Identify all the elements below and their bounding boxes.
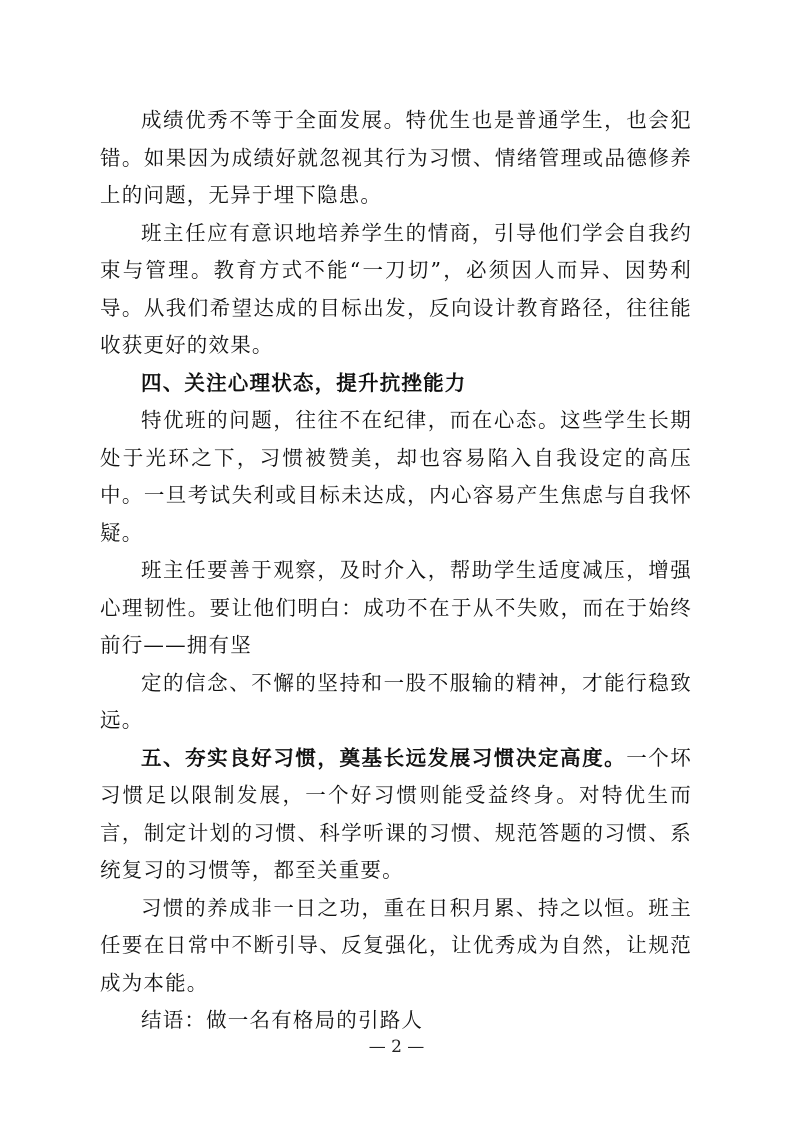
section-heading-4: 四、关注心理状态，提升抗挫能力 bbox=[141, 370, 467, 395]
document-body bbox=[100, 102, 692, 1040]
conclusion-heading: 结语：做一名有格局的引路人 bbox=[141, 1008, 424, 1032]
paragraph-1: 成绩优秀不等于全面发展。特优生也是普通学生，也会犯错。如果因为成绩好就忽视其行为习惯、情绪管理或品德修养上的问题，无异于埋下隐患。 bbox=[100, 108, 692, 207]
paragraph-3: 特优班的问题，往往不在纪律，而在心态。这些学生长期处于光环之下，习惯被赞美，却也容易陷入自我设定的高压中。一旦考试失利或目标未达成，内心容易产生焦虑与自我怀疑。 bbox=[100, 408, 692, 545]
section-5-paragraph bbox=[100, 740, 692, 890]
paragraph-4: 班主任要善于观察，及时介入，帮助学生适度减压，增强心理韧性。要让他们明白：成功不在于从不失败，而在于始终前行——拥有坚 bbox=[100, 558, 692, 657]
section-5-text: 一个坏习惯足以限制发展，一个好习惯则能受益终身。对特优生而言，制定计划的习惯、科学听课的习惯、规范答题的习惯、系统复习的习惯等，都至关重要。 bbox=[100, 745, 692, 882]
section-heading-5: 五、夯实良好习惯，奠基长远发展习惯决定高度。 bbox=[141, 745, 627, 770]
page-number: — 2 — bbox=[368, 1037, 425, 1057]
paragraph-5: 定的信念、不懈的坚持和一股不服输的精神，才能行稳致远。 bbox=[100, 670, 692, 732]
paragraph-2: 班主任应有意识地培养学生的情商，引导他们学会自我约束与管理。教育方式不能“一刀切”，必须因人而异、因势利导。从我们希望达成的目标出发，反向设计教育路径，往往能收获更好的效果。 bbox=[100, 220, 692, 357]
paragraph-6: 习惯的养成非一日之功，重在日积月累、持之以恒。班主任要在日常中不断引导、反复强化，让优秀成为自然，让规范成为本能。 bbox=[100, 895, 692, 995]
